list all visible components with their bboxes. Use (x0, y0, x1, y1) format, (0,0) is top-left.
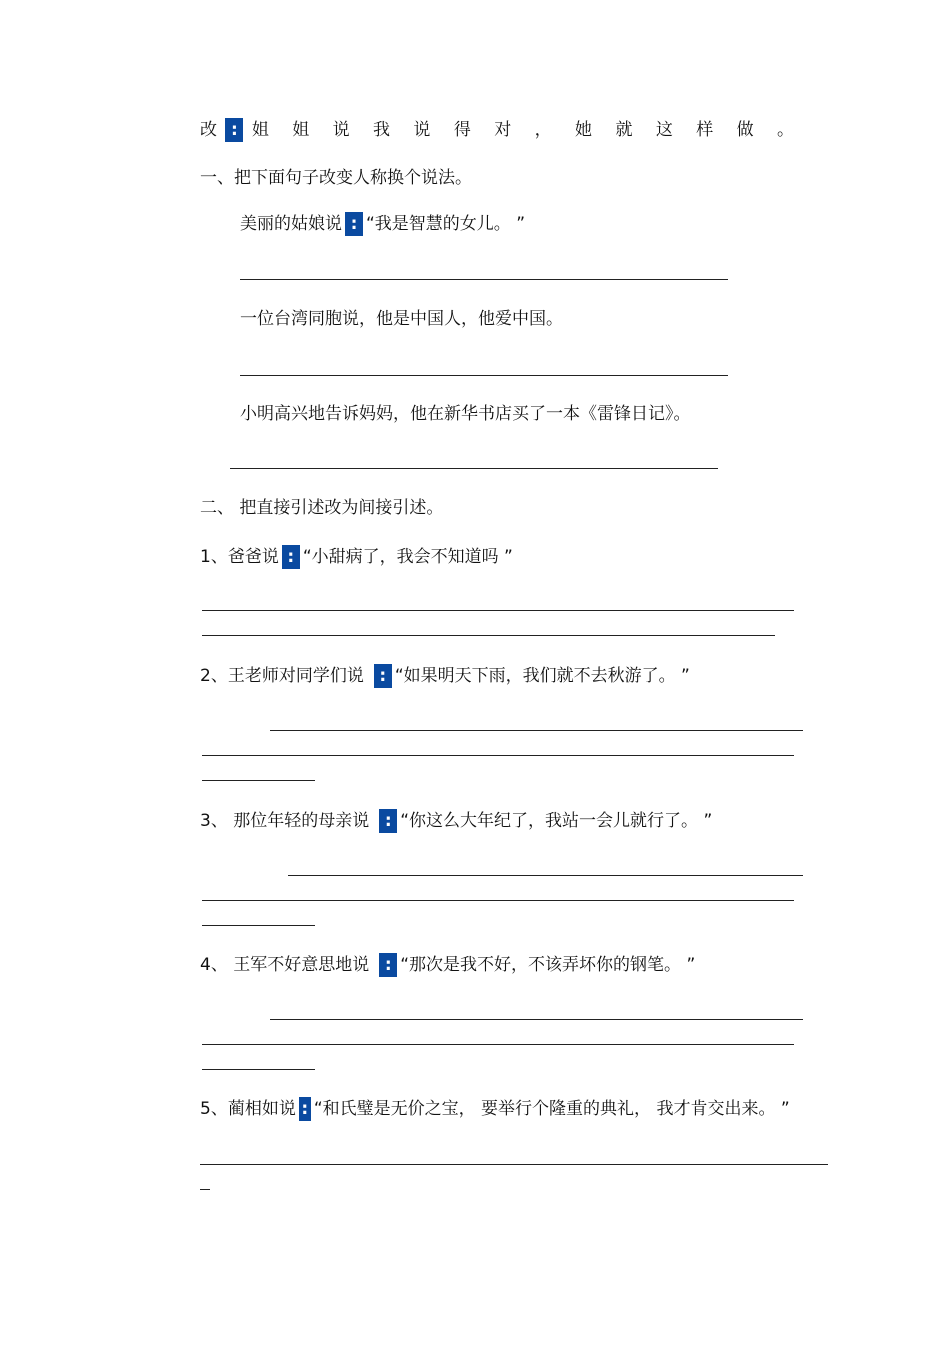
item-before-text: 美丽的姑娘说 (240, 214, 342, 234)
colon-mark: : (379, 809, 397, 833)
item-before-text: 1、爸爸说 (200, 547, 279, 567)
colon-mark: : (299, 1097, 311, 1121)
answer-blank[interactable] (270, 1019, 803, 1020)
item-before-text: 3、 那位年轻的母亲说 (200, 811, 370, 831)
answer-blank[interactable] (270, 730, 803, 731)
section2-item-2 (200, 664, 690, 688)
colon-mark: : (345, 212, 363, 236)
rewrite-line (200, 118, 803, 142)
answer-blank[interactable] (202, 900, 794, 901)
section1-item-3: 小明高兴地告诉妈妈，他在新华书店买了一本《雷锋日记》。 (240, 404, 691, 424)
answer-blank[interactable] (230, 468, 718, 469)
item-before-text: 4、 王军不好意思地说 (200, 955, 370, 975)
answer-blank[interactable] (202, 610, 794, 611)
section2-item-1 (200, 545, 513, 569)
section1-heading: 一、把下面句子改变人称换个说法。 (200, 168, 472, 188)
item-before-text: 2、王老师对同学们说 (200, 666, 364, 686)
answer-blank[interactable] (202, 1044, 794, 1045)
item-quote-text: “小甜病了，我会不知道吗 ” (302, 547, 513, 567)
section1-item-1 (240, 212, 525, 236)
section2-item-5 (200, 1097, 790, 1121)
colon-mark: : (379, 953, 397, 977)
rewrite-text: 姐 姐 说 我 说 得 对 ， 她 就 这 样 做 。 (251, 120, 804, 140)
answer-blank[interactable] (202, 925, 315, 926)
answer-blank[interactable] (202, 635, 775, 636)
answer-blank[interactable] (240, 279, 728, 280)
item-quote-text: “你这么大年纪了，我站一会儿就行了。 ” (400, 811, 713, 831)
item-quote-text: “我是智慧的女儿。 ” (366, 214, 526, 234)
colon-mark: : (374, 664, 392, 688)
section1-item-2: 一位台湾同胞说，他是中国人，他爱中国。 (240, 309, 563, 329)
section2-heading: 二、 把直接引述改为间接引述。 (200, 498, 444, 518)
colon-mark: : (225, 118, 243, 142)
rewrite-prefix: 改 (200, 120, 217, 140)
item-quote-text: “如果明天下雨，我们就不去秋游了。 ” (394, 666, 690, 686)
item-before-text: 5、蔺相如说 (200, 1099, 296, 1119)
section2-item-4 (200, 953, 695, 977)
answer-blank[interactable] (200, 1164, 828, 1165)
item-quote-text: “和氏璧是无价之宝， 要举行个隆重的典礼， 我才肯交出来。 ” (313, 1099, 790, 1119)
answer-blank[interactable] (200, 1189, 210, 1190)
section2-item-3 (200, 809, 712, 833)
colon-mark: : (282, 545, 300, 569)
answer-blank[interactable] (202, 755, 794, 756)
answer-blank[interactable] (240, 375, 728, 376)
item-quote-text: “那次是我不好，不该弄坏你的钢笔。 ” (400, 955, 696, 975)
answer-blank[interactable] (202, 1069, 315, 1070)
answer-blank[interactable] (202, 780, 315, 781)
answer-blank[interactable] (288, 875, 803, 876)
